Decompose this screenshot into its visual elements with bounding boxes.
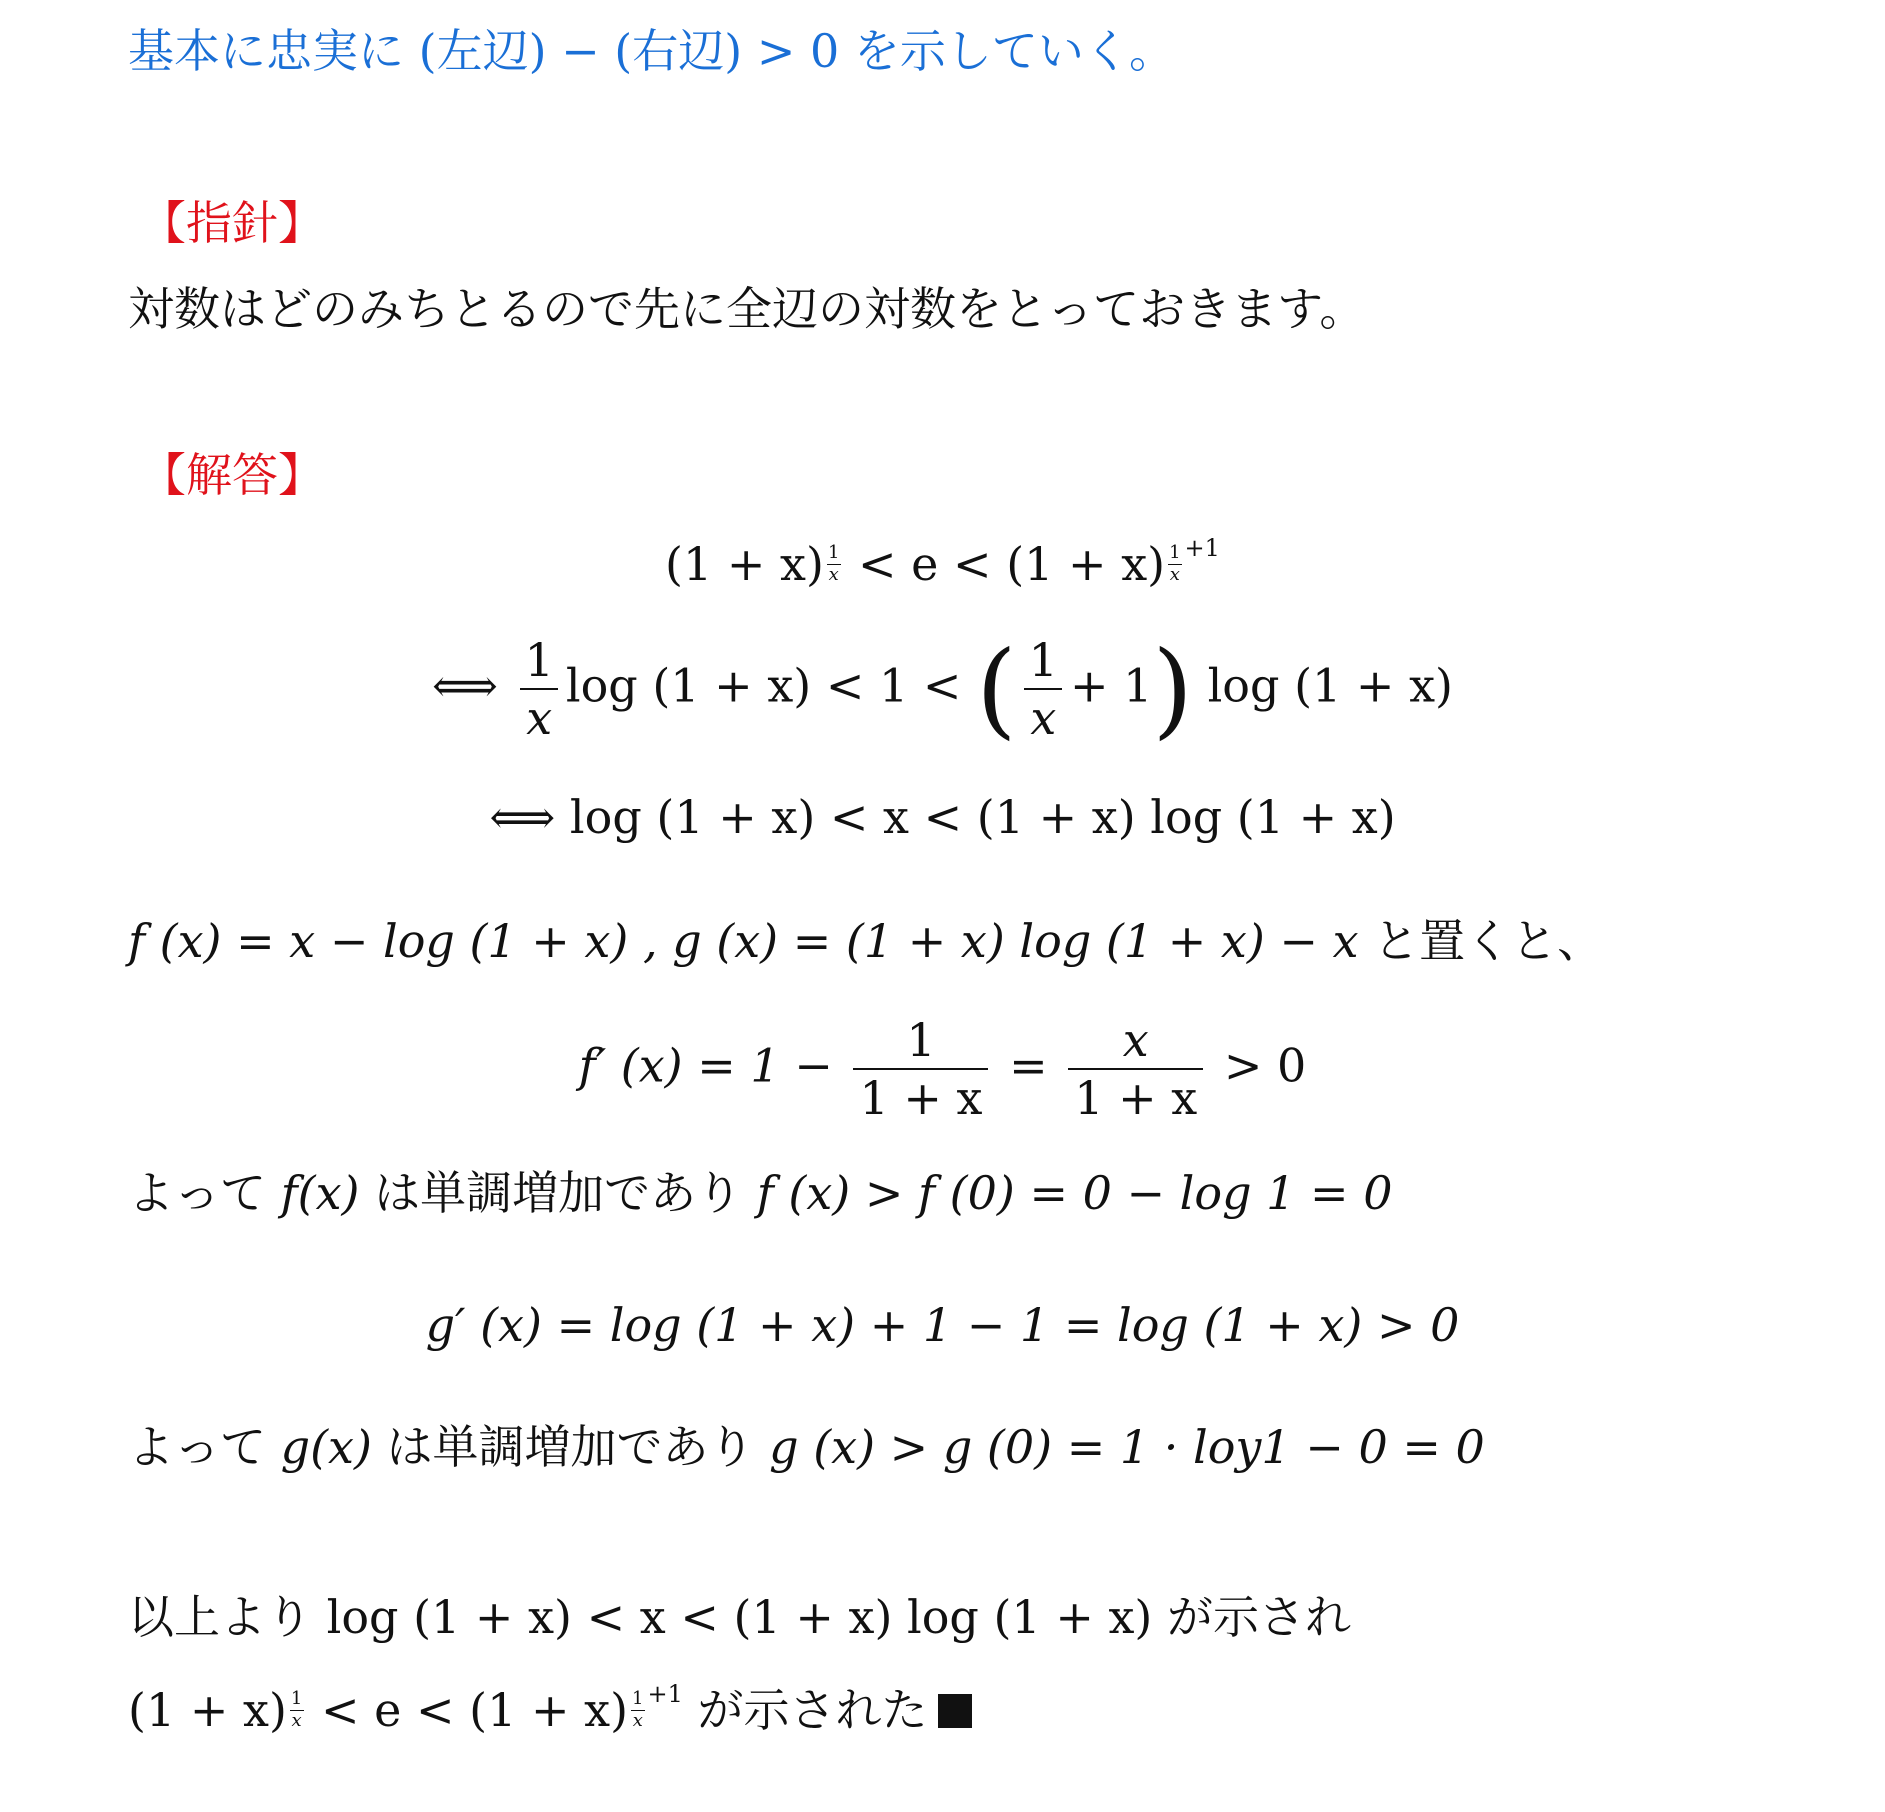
eq1-rhs-exp-tail: +1 [1184,534,1220,562]
fprime-frac2-den: 1 + x [1068,1068,1203,1122]
fprime-frac-1 [853,1013,988,1126]
g-conclusion [128,1420,1485,1474]
eq1-rhs-exponent [1167,544,1182,585]
equation-3 [0,790,1885,844]
final1-math: log (1 + x) < x < (1 + x) log (1 + x) [326,1590,1153,1644]
gprime-expr: g′ (x) = log (1 + x) + 1 − 1 = log (1 + x) > 0 [425,1298,1460,1352]
intro-text-b: を示していく。 [853,24,1175,78]
define-text: と置くと、 [1373,914,1604,968]
f-conc-fx: f(x) [280,1166,360,1220]
eq2-part-b: log (1 + x) [1207,658,1453,713]
f-conc-math: f (x) > f (0) = 0 − log 1 = 0 [756,1166,1393,1220]
equation-1 [0,534,1885,591]
eq1-rhs-exp-den: x [1169,563,1180,585]
intro-math: (左辺) − (右辺) > 0 [418,24,840,78]
eq2-inner-num: 1 [1028,633,1058,687]
equation-2 [0,628,1885,751]
eq1-lhs-exponent [826,544,841,585]
fprime-lhs: f′ (x) = 1 − [578,1038,833,1093]
final2-rhs-base: (1 + x) [469,1683,629,1737]
eq2-frac-den: x [520,688,558,742]
policy-heading: 【指針】 [140,196,324,250]
eq2-inner-den: x [1024,688,1062,742]
eq1-rhs-exp-num: 1 [1169,542,1181,563]
g-conc-text-a: よって [128,1420,266,1474]
final-line-2 [128,1680,972,1737]
eq2-paren-open: ( [976,628,1017,751]
fprime-frac1-den: 1 + x [853,1068,988,1122]
eq3-arrow: ⟺ [489,790,556,844]
fprime-frac-2 [1068,1013,1203,1126]
final1-text-a: 以上より [128,1590,312,1644]
final2-rhs-exp-num: 1 [632,1688,644,1709]
eq1-exp-den: x [828,563,839,585]
eq1-rhs-base: (1 + x) [1006,537,1166,591]
gprime-equation [0,1298,1885,1352]
final2-text: が示された [697,1683,928,1737]
eq1-exp-num: 1 [827,542,840,563]
fprime-tail: > 0 [1223,1038,1307,1093]
fprime-eq: = [1009,1038,1048,1093]
define-line [128,914,1604,968]
eq2-inner-tail: + 1 [1069,658,1153,713]
final2-rhs-exponent [630,1690,645,1731]
final2-rhs-exp-den: x [632,1709,643,1731]
eq3-expr: log (1 + x) < x < (1 + x) log (1 + x) [569,790,1396,844]
g-conc-text-b: は単調増加であり [386,1420,755,1474]
eq2-frac-num: 1 [524,633,554,687]
eq1-lhs-base: (1 + x) [665,537,824,591]
eq2-fraction [519,633,560,746]
final2-exp-den: x [291,1709,302,1731]
answer-heading: 【解答】 [140,448,324,502]
qed-square-icon [938,1694,972,1728]
eq2-inner-fraction [1023,633,1064,746]
f-conclusion [128,1166,1393,1220]
fprime-frac2-num: x [1122,1013,1149,1067]
f-conc-text-b: は単調増加であり [374,1166,743,1220]
final2-rhs-exp-tail: +1 [647,1680,683,1708]
final1-text-b: が示され [1167,1590,1352,1644]
fprime-equation [0,1013,1885,1126]
eq2-arrow: ⟺ [432,658,498,713]
policy-body: 対数はどのみちとるので先に全辺の対数をとっておきます。 [128,282,1366,336]
fprime-frac1-num: 1 [906,1013,936,1067]
eq2-paren-close: ) [1152,628,1193,751]
eq2-part-a: log (1 + x) < 1 < [565,658,962,713]
intro-text-a: 基本に忠実に [128,24,404,78]
final-line-1 [128,1590,1352,1644]
g-conc-math: g (x) > g (0) = 1 · loy1 − 0 = 0 [769,1420,1485,1474]
g-conc-gx: g(x) [280,1420,372,1474]
final2-middle: < e < [320,1683,470,1737]
eq1-middle: < e < [858,537,1007,591]
f-conc-text-a: よって [128,1166,266,1220]
final2-lhs-base: (1 + x) [128,1683,287,1737]
final2-lhs-exponent [289,1690,304,1731]
final2-exp-num: 1 [290,1688,303,1709]
intro-line [128,24,1175,78]
define-math: f (x) = x − log (1 + x) , g (x) = (1 + x) log (1 + x) − x [128,914,1359,968]
